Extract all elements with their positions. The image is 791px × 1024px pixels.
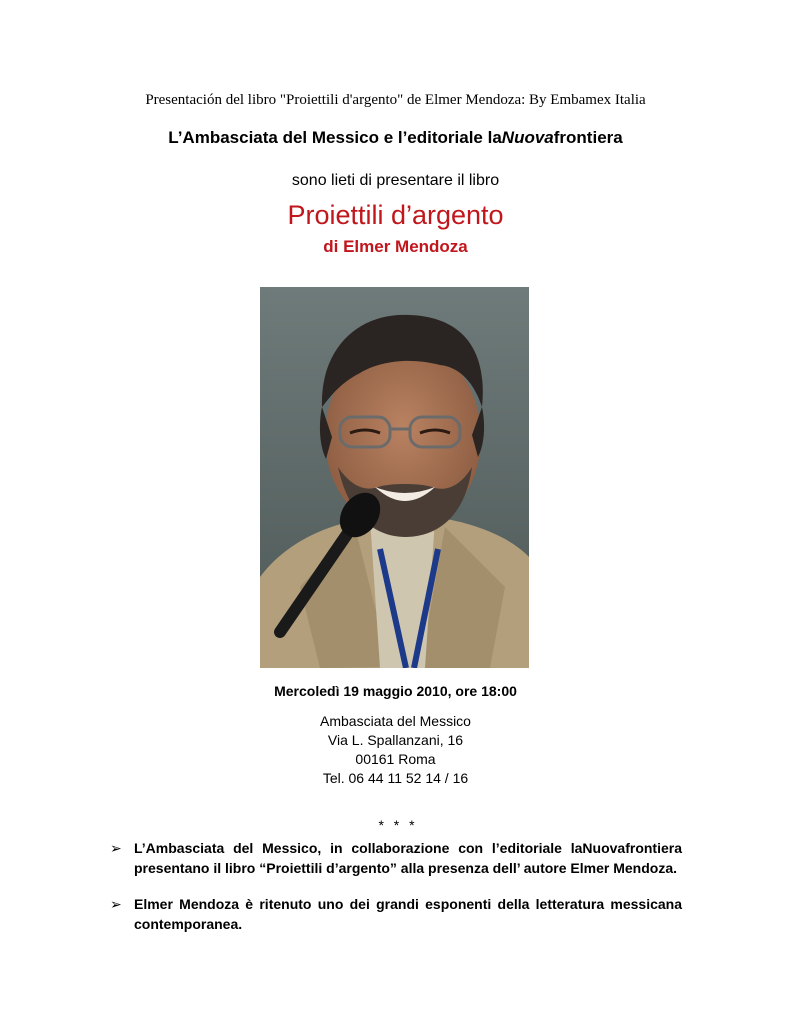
arrow-bullet-icon: ➢ (110, 840, 122, 856)
venue-name: Ambasciata del Messico (320, 713, 471, 729)
arrow-bullet-icon: ➢ (110, 896, 122, 912)
bullet-text: Elmer Mendoza è ritenuto uno dei grandi esponenti della letteratura messicana contemporanea. (134, 896, 682, 932)
organizers-italic: Nuova (501, 128, 554, 147)
book-author: di Elmer Mendoza (323, 237, 468, 256)
organizers-suffix: frontiera (553, 128, 623, 147)
bullet-text: L’Ambasciata del Messico, in collaborazione con l’editoriale laNuovafrontiera presentano il libro “Proiettili d’argento” alla presenza dell’ autore Elmer Mendoza. (134, 840, 682, 876)
venue-city: 00161 Roma (355, 751, 436, 767)
venue-street: Via L. Spallanzani, 16 (327, 732, 464, 748)
event-address (0, 712, 791, 788)
event-date: Mercoledì 19 maggio 2010, ore 18:00 (274, 683, 517, 699)
venue-phone: Tel. 06 44 11 52 14 / 16 (322, 770, 469, 786)
author-photo (260, 287, 529, 668)
organizers-line (0, 128, 791, 148)
section-separator: * * * (378, 817, 418, 833)
bullet-item-presentation (110, 838, 682, 878)
author-portrait-illustration (260, 287, 529, 668)
book-title: Proiettili d’argento (287, 200, 504, 230)
intro-text: sono lieti di presentare il libro (291, 172, 500, 189)
organizers-prefix: L’Ambasciata del Messico e l’editoriale la (168, 128, 502, 147)
bullet-item-author (110, 894, 682, 934)
document-header: Presentación del libro "Proiettili d'argento" de Elmer Mendoza: By Embamex Italia (145, 92, 646, 108)
